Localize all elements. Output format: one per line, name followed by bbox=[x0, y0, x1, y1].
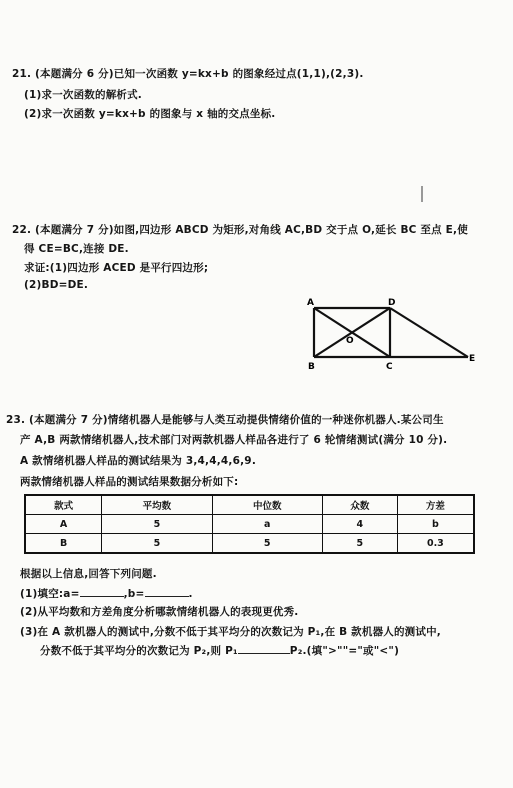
table-header-cell: 方差 bbox=[397, 495, 474, 515]
table-header-cell: 众数 bbox=[322, 495, 397, 515]
scan-mark bbox=[421, 186, 423, 202]
table-cell: B bbox=[25, 534, 102, 554]
figure-label-c: C bbox=[386, 362, 393, 372]
results-table bbox=[24, 494, 475, 554]
table-cell: 5 bbox=[322, 534, 397, 554]
figure-label-a: A bbox=[307, 298, 314, 308]
part3-text-a: 分数不低于其平均分的次数记为 P₂,则 P₁ bbox=[40, 645, 238, 657]
q22-stem-line2: 得 CE=BC,连接 DE. bbox=[24, 243, 129, 255]
q23-instruction: 根据以上信息,回答下列问题. bbox=[20, 568, 157, 580]
part3-text-b: P₂.(填">""="或"<") bbox=[289, 645, 400, 657]
figure-label-d: D bbox=[388, 298, 396, 308]
table-cell: b bbox=[397, 515, 474, 534]
q22-stem-line1: 22. (本题满分 7 分)如图,四边形 ABCD 为矩形,对角线 AC,BD 交于点 O,延长 BC 至点 E,使 bbox=[12, 224, 468, 236]
table-cell: A bbox=[25, 515, 102, 534]
q23-part3-line2 bbox=[40, 643, 399, 658]
fill-mid: ,b= bbox=[123, 588, 145, 600]
q21-part1: (1)求一次函数的解析式. bbox=[24, 89, 142, 101]
table-header-cell: 款式 bbox=[25, 495, 102, 515]
q23-part2: (2)从平均数和方差角度分析哪款情绪机器人的表现更优秀. bbox=[20, 606, 299, 618]
q21-stem: 21. (本题满分 6 分)已知一次函数 y=kx+b 的图象经过点(1,1),(2,3). bbox=[12, 68, 364, 80]
q21-part2: (2)求一次函数 y=kx+b 的图象与 x 轴的交点坐标. bbox=[24, 108, 276, 120]
answer-blank-compare[interactable] bbox=[238, 643, 290, 654]
fill-end: . bbox=[188, 588, 193, 600]
table-cell: 5 bbox=[212, 534, 322, 554]
figure-label-b: B bbox=[308, 362, 315, 372]
table-row bbox=[25, 515, 474, 534]
table-header-cell: 平均数 bbox=[102, 495, 212, 515]
q22-proof-line2: (2)BD=DE. bbox=[24, 279, 89, 291]
q23-part3-line1: (3)在 A 款机器人的测试中,分数不低于其平均分的次数记为 P₁,在 B 款机器人的测试中, bbox=[20, 626, 441, 638]
q23-stem-line4: 两款情绪机器人样品的测试结果数据分析如下: bbox=[20, 476, 239, 488]
table-header-row bbox=[25, 495, 474, 515]
table-cell: 5 bbox=[102, 534, 212, 554]
table-cell: 0.3 bbox=[397, 534, 474, 554]
table-cell: 5 bbox=[102, 515, 212, 534]
figure-label-e: E bbox=[469, 354, 476, 364]
figure-label-o: O bbox=[346, 336, 354, 346]
fill-prefix: (1)填空:a= bbox=[20, 588, 80, 600]
q22-proof-line1: 求证:(1)四边形 ACED 是平行四边形; bbox=[24, 262, 209, 274]
answer-blank-a[interactable] bbox=[80, 586, 124, 597]
figure-diagonal-ac bbox=[314, 308, 390, 357]
figure-diagonal-bd bbox=[314, 308, 390, 357]
figure-segment-de bbox=[390, 308, 468, 357]
q23-stem-line2: 产 A,B 两款情绪机器人,技术部门对两款机器人样品各进行了 6 轮情绪测试(满分 10 分). bbox=[20, 434, 448, 446]
table-cell: 4 bbox=[322, 515, 397, 534]
q23-part1 bbox=[20, 586, 193, 601]
q23-stem-line3: A 款情绪机器人样品的测试结果为 3,4,4,4,6,9. bbox=[20, 455, 257, 467]
table-cell: a bbox=[212, 515, 322, 534]
q23-stem-line1: 23. (本题满分 7 分)情绪机器人是能够与人类互动提供情绪价值的一种迷你机器人.某公司生 bbox=[6, 414, 444, 426]
answer-blank-b[interactable] bbox=[145, 586, 189, 597]
table-header-cell: 中位数 bbox=[212, 495, 322, 515]
table-row bbox=[25, 534, 474, 554]
